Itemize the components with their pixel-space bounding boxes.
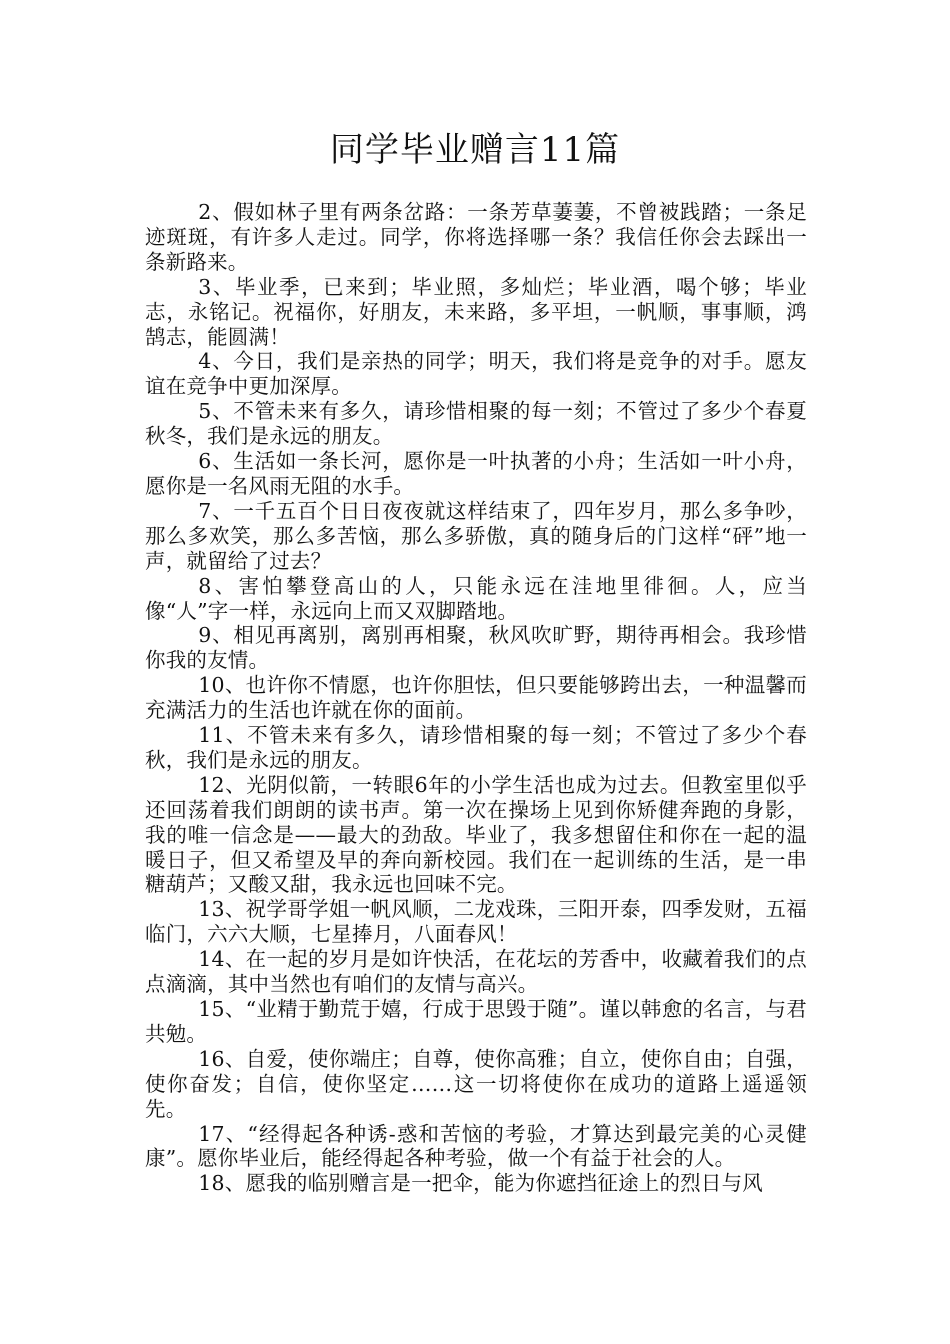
paragraph-13: 13、祝学哥学姐一帆风顺，二龙戏珠，三阳开泰，四季发财，五福临门，六六大顺，七星捧月，八面春风！ xyxy=(145,897,807,947)
paragraph-5: 5、不管未来有多久，请珍惜相聚的每一刻；不管过了多少个春夏秋冬，我们是永远的朋友。 xyxy=(145,399,807,449)
paragraph-14: 14、在一起的岁月是如许快活，在花坛的芳香中，收藏着我们的点点滴滴，其中当然也有咱们的友情与高兴。 xyxy=(145,947,807,997)
paragraph-11: 11、不管未来有多久，请珍惜相聚的每一刻；不管过了多少个春秋，我们是永远的朋友。 xyxy=(145,723,807,772)
paragraph-9: 9、相见再离别，离别再相聚，秋风吹旷野，期待再相会。我珍惜你我的友情。 xyxy=(145,623,807,673)
paragraph-18: 18、愿我的临别赠言是一把伞，能为你遮挡征途上的烈日与风 xyxy=(198,1171,763,1196)
paragraph-17: 17、“经得起各种诱-惑和苦恼的考验，才算达到最完美的心灵健康”。愿你毕业后，能经得起各种考验，做一个有益于社会的人。 xyxy=(145,1121,807,1171)
paragraph-6: 6、生活如一条长河，愿你是一叶执著的小舟；生活如一叶小舟，愿你是一名风雨无阻的水手。 xyxy=(145,449,807,498)
paragraph-10: 10、也许你不情愿，也许你胆怯，但只要能够跨出去，一种温馨而充满活力的生活也许就在你的面前。 xyxy=(145,673,807,723)
paragraph-3: 3、毕业季，已来到；毕业照，多灿烂；毕业酒，喝个够；毕业志，永铭记。祝福你，好朋友，未来路，多平坦，一帆顺，事事顺，鸿鹄志，能圆满！ xyxy=(145,274,807,349)
paragraph-8: 8、害怕攀登高山的人，只能永远在洼地里徘徊。人，应当像“人”字一样，永远向上而又双脚踏地。 xyxy=(145,573,807,623)
paragraph-12: 12、光阴似箭，一转眼6年的小学生活也成为过去。但教室里似乎还回荡着我们朗朗的读书声。第一次在操场上见到你矫健奔跑的身影，我的唯一信念是——最大的劲敌。毕业了，我多想留住和你在一起的温暖日子，但又希望及早的奔向新校园。我们在一起训练的生活，是一串糖葫芦；又酸又甜，我永远也回味不完。 xyxy=(145,772,807,897)
paragraph-4: 4、今日，我们是亲热的同学；明天，我们将是竞争的对手。愿友谊在竞争中更加深厚。 xyxy=(145,349,807,399)
paragraph-2: 2、假如林子里有两条岔路：一条芳草萋萋，不曾被践踏；一条足迹斑斑，有许多人走过。同学，你将选择哪一条？我信任你会去踩出一条新路来。 xyxy=(145,200,807,274)
paragraph-7: 7、一千五百个日日夜夜就这样结束了，四年岁月，那么多争吵，那么多欢笑，那么多苦恼，那么多骄傲，真的随身后的门这样“砰”地一声，就留给了过去？ xyxy=(145,498,807,573)
paragraph-15: 15、“业精于勤荒于嬉，行成于思毁于随”。谨以韩愈的名言，与君共勉。 xyxy=(145,997,807,1046)
paragraph-16: 16、自爱，使你端庄；自尊，使你高雅；自立，使你自由；自强，使你奋发；自信，使你坚定……这一切将使你在成功的道路上遥遥领先。 xyxy=(145,1046,807,1121)
page-title: 同学毕业赠言11篇 xyxy=(329,130,621,170)
document-body xyxy=(145,200,807,1196)
